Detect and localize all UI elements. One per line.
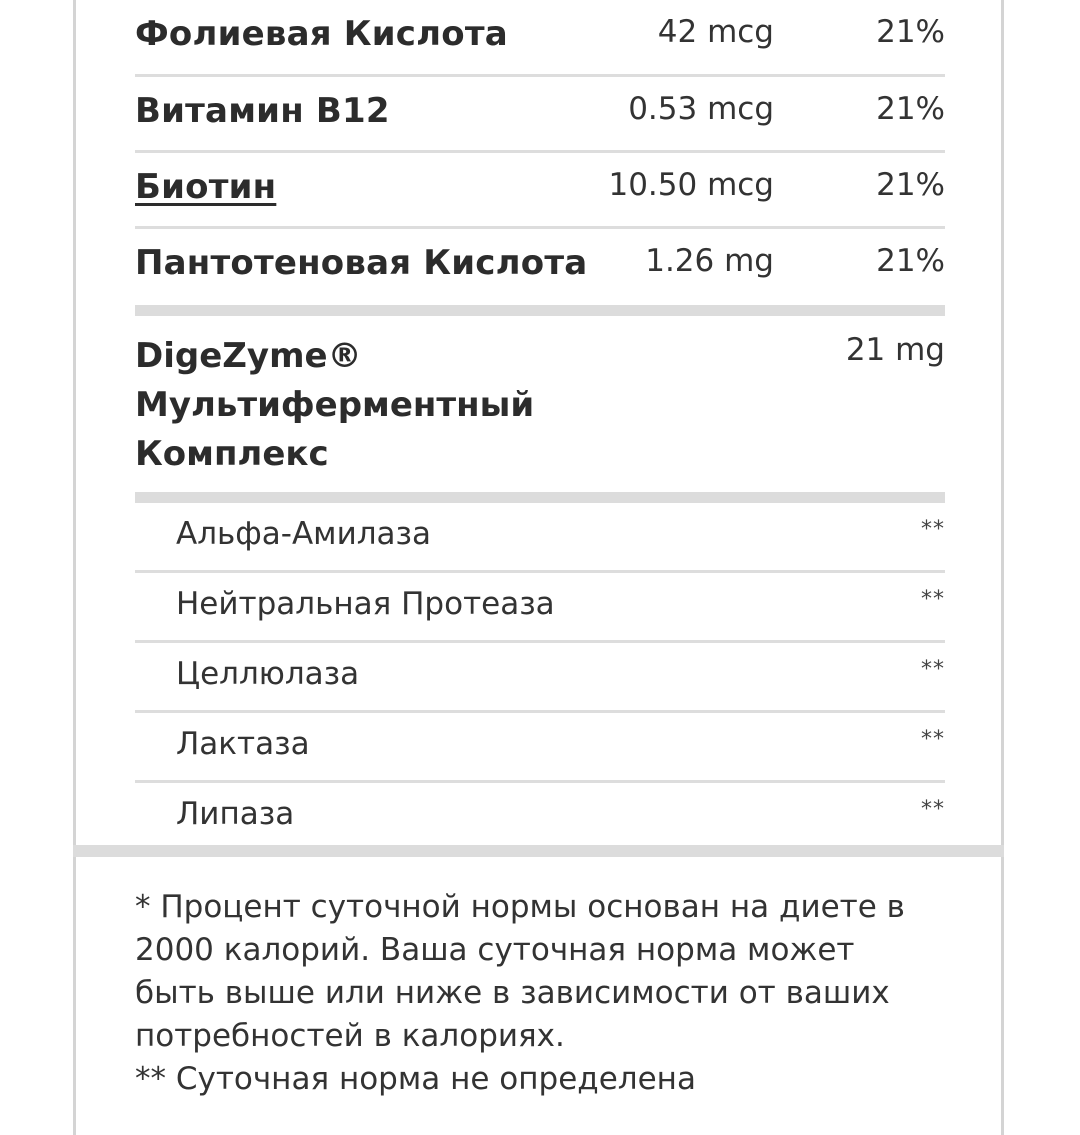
footnotes [135, 886, 935, 1101]
section-divider [135, 305, 945, 316]
blend-component-row [135, 713, 945, 783]
nutrient-row [135, 153, 945, 229]
blend-component-row [135, 503, 945, 573]
component-name: Альфа-Амилаза [176, 516, 432, 552]
component-name: Нейтральная Протеаза [176, 586, 555, 622]
component-daily-value: ** [921, 657, 945, 682]
proprietary-blend-row [135, 316, 945, 492]
nutrient-daily-value: 21% [876, 167, 945, 203]
blend-component-row [135, 783, 945, 853]
component-name: Липаза [176, 796, 295, 832]
nutrient-daily-value: 21% [876, 14, 945, 50]
section-divider [135, 492, 945, 503]
nutrient-amount: 42 mcg [657, 14, 774, 50]
nutrient-name: Фолиевая Кислота [135, 14, 508, 54]
nutrient-daily-value: 21% [876, 91, 945, 127]
nutrient-amount: 0.53 mcg [628, 91, 774, 127]
nutrient-amount: 1.26 mg [645, 243, 774, 279]
component-daily-value: ** [921, 517, 945, 542]
blend-name: DigeZyme® Мультиферментный Комплекс [135, 336, 535, 474]
component-daily-value: ** [921, 797, 945, 822]
component-name: Целлюлаза [176, 656, 360, 692]
nutrient-link-biotin[interactable]: Биотин [135, 167, 277, 207]
footnote-not-established: ** Суточная норма не определена [135, 1061, 696, 1097]
blend-amount: 21 mg [845, 332, 945, 368]
footnote-daily-value: * Процент суточной нормы основан на диете в 2000 калорий. Ваша суточная норма может быть выше или ниже в зависимости от ваших потребностей в калориях. [135, 889, 905, 1054]
nutrient-row [135, 0, 945, 77]
component-name: Лактаза [176, 726, 310, 762]
blend-component-row [135, 643, 945, 713]
footer-divider [73, 845, 1004, 857]
nutrient-amount: 10.50 mcg [608, 167, 774, 203]
component-daily-value: ** [921, 727, 945, 752]
nutrition-table [135, 0, 945, 853]
nutrient-name: Пантотеновая Кислота [135, 243, 588, 283]
blend-component-row [135, 573, 945, 643]
component-daily-value: ** [921, 587, 945, 612]
nutrient-name: Витамин B12 [135, 91, 390, 131]
nutrient-row [135, 229, 945, 305]
nutrient-row [135, 77, 945, 153]
nutrient-daily-value: 21% [876, 243, 945, 279]
